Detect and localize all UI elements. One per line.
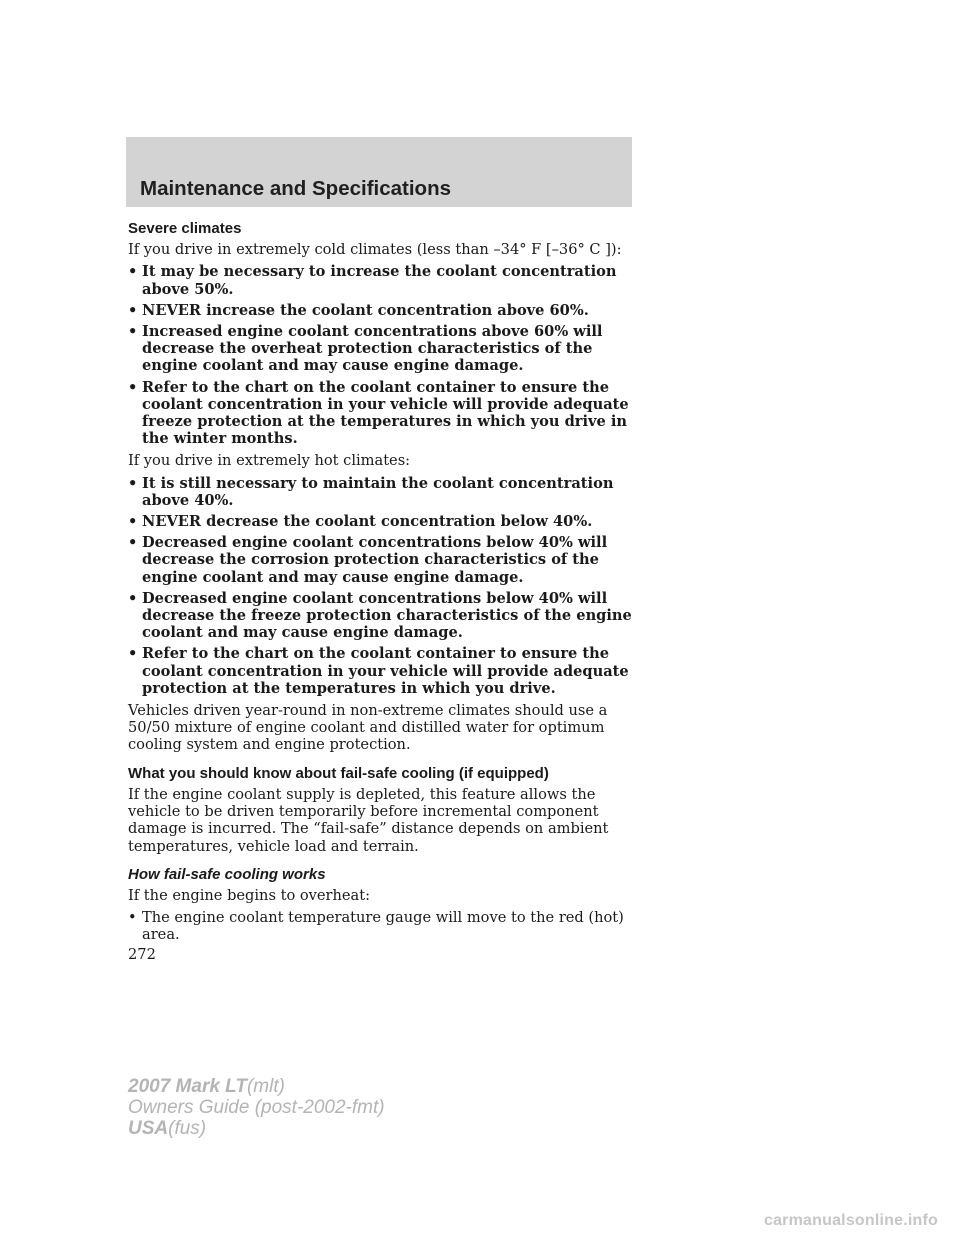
page-number: 272 xyxy=(128,946,156,963)
list-item: • It is still necessary to maintain the coolant concentration above 40%. xyxy=(128,475,648,509)
list-item: • NEVER decrease the coolant concentration below 40%. xyxy=(128,513,648,530)
footer-market-code: (fus) xyxy=(168,1118,207,1139)
list-item: • It may be necessary to increase the coolant concentration above 50%. xyxy=(128,263,648,297)
hot-climate-list xyxy=(128,475,648,697)
footer-model: 2007 Mark LT xyxy=(128,1076,247,1097)
cold-climate-list xyxy=(128,263,648,447)
failsafe-heading: What you should know about fail-safe cooling (if equipped) xyxy=(128,764,549,782)
list-item: • Increased engine coolant concentrations above 60% will decrease the overheat protection characteristics of the engine coolant and may cause engine damage. xyxy=(128,323,648,375)
watermark-link[interactable]: carmanualsonline.info xyxy=(763,1212,938,1229)
list-item: • Decreased engine coolant concentrations below 40% will decrease the corrosion protection characteristics of the engine coolant and may cause engine damage. xyxy=(128,534,648,586)
overheat-intro: If the engine begins to overheat: xyxy=(128,886,371,904)
list-item: • Refer to the chart on the coolant container to ensure the coolant concentration in your vehicle will provide adequate freeze protection at the temperatures in which you drive in the winter months. xyxy=(128,379,648,448)
footer-guide: Owners Guide (post-2002-fmt) xyxy=(128,1097,385,1118)
document-footer xyxy=(128,1076,385,1139)
section-header xyxy=(126,137,632,207)
list-item: • Refer to the chart on the coolant container to ensure the coolant concentration in your vehicle will provide adequate protection at the temperatures in which you drive. xyxy=(128,645,648,697)
overheat-list xyxy=(128,909,648,943)
hot-climate-intro: If you drive in extremely hot climates: xyxy=(128,452,411,470)
failsafe-paragraph: If the engine coolant supply is depleted, this feature allows the vehicle to be driven temporarily before incremental component damage is incurred. The “fail-safe” distance depends on ambient temperatures, vehicle load and terrain. xyxy=(128,785,609,855)
footer-model-code: (mlt) xyxy=(246,1076,285,1097)
failsafe-subheading: How fail-safe cooling works xyxy=(128,865,326,883)
list-item: • The engine coolant temperature gauge will move to the red (hot) area. xyxy=(128,909,648,943)
list-item: • Decreased engine coolant concentrations below 40% will decrease the freeze protection characteristics of the engine coolant and may cause engine damage. xyxy=(128,590,648,642)
list-item: • NEVER increase the coolant concentration above 60%. xyxy=(128,302,648,319)
section-title: Maintenance and Specifications xyxy=(140,177,451,200)
page-content xyxy=(128,220,648,949)
footer-market: USA xyxy=(128,1118,169,1139)
severe-climates-heading: Severe climates xyxy=(128,220,242,237)
non-extreme-paragraph: Vehicles driven year-round in non-extreme climates should use a 50/50 mixture of engine coolant and distilled water for optimum cooling system and engine protection. xyxy=(128,702,608,754)
cold-climate-intro: If you drive in extremely cold climates (less than –34° F [–36° C ]): xyxy=(128,241,622,259)
